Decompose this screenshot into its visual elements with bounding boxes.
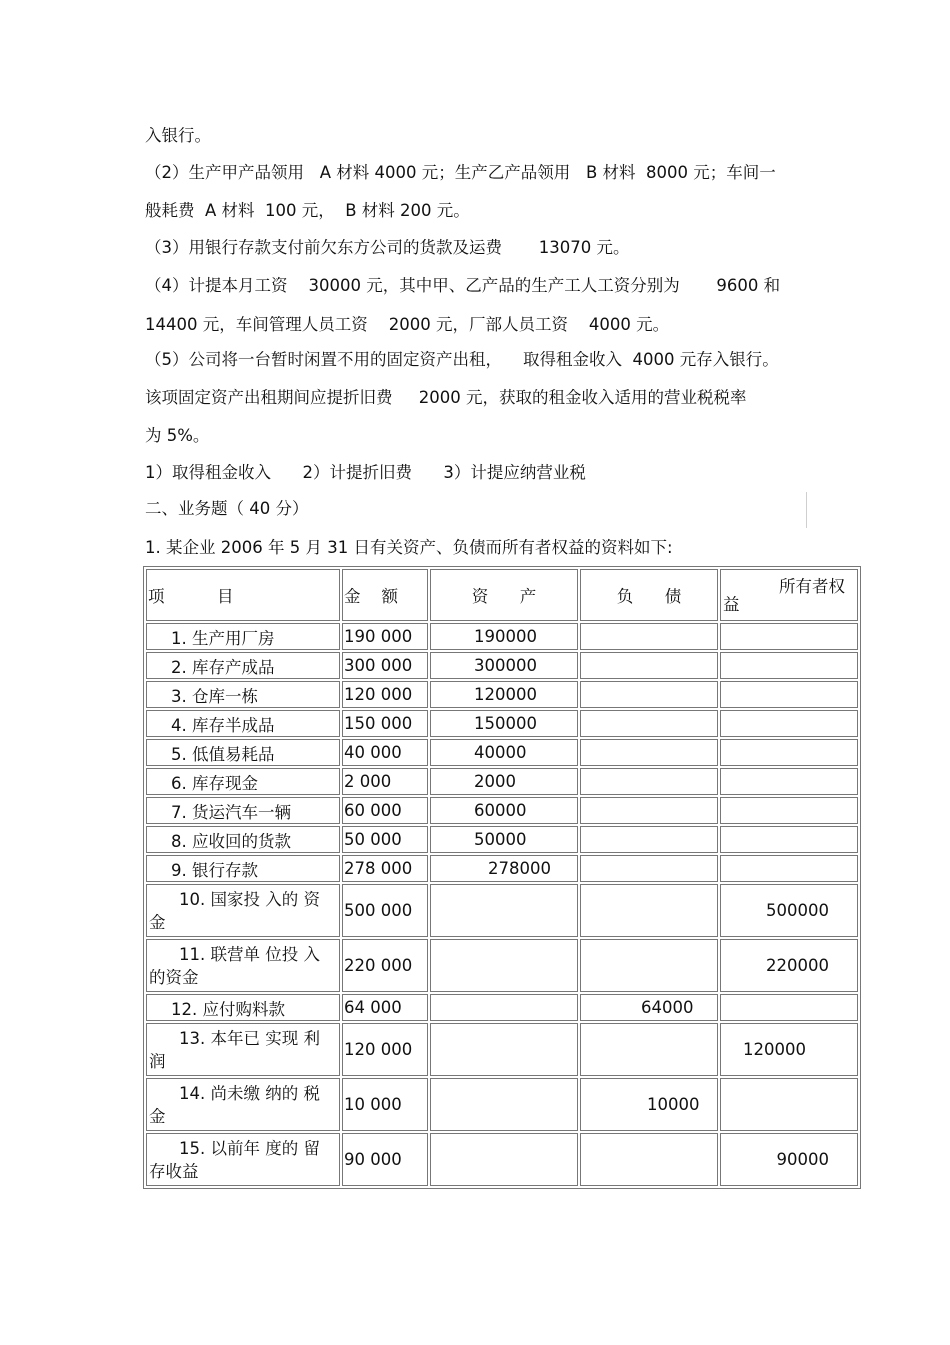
liability-cell xyxy=(580,826,718,853)
amount-cell: 50 000 xyxy=(342,826,428,853)
amount-cell: 120 000 xyxy=(342,681,428,708)
header-liability: 负 债 xyxy=(580,569,718,621)
liability-cell xyxy=(580,710,718,737)
table-row xyxy=(146,1023,858,1076)
equity-cell xyxy=(720,768,858,795)
paragraph-line: （4）计提本月工资 30000 元，其中甲、乙产品的生产工人工资分别为 9600 和 xyxy=(145,276,781,295)
item-cell: 8. 应收回的货款 xyxy=(146,826,340,853)
paragraph-line: 1）取得租金收入 2）计提折旧费 3）计提应纳营业税 xyxy=(145,463,586,482)
item-cell: 4. 库存半成品 xyxy=(146,710,340,737)
equity-cell xyxy=(720,1078,858,1131)
equity-cell xyxy=(720,797,858,824)
item-cell: 11. 联营单 位投 入 的资金 xyxy=(146,939,340,992)
paragraph-line: （2）生产甲产品领用 A 材料 4000 元；生产乙产品领用 B 材料 8000 元；车间一 xyxy=(145,163,776,182)
liability-cell xyxy=(580,797,718,824)
asset-cell: 190000 xyxy=(430,623,578,650)
liability-cell xyxy=(580,623,718,650)
item-cell: 7. 货运汽车一辆 xyxy=(146,797,340,824)
paragraph-line: 为 5%。 xyxy=(145,426,210,445)
asset-cell: 2000 xyxy=(430,768,578,795)
header-equity: 所有者权 益 xyxy=(720,569,858,621)
table-row xyxy=(146,710,858,737)
amount-cell: 120 000 xyxy=(342,1023,428,1076)
divider xyxy=(806,492,807,528)
table-caption: 1. 某企业 2006 年 5 月 31 日有关资产、负债而所有者权益的资料如下: xyxy=(145,538,673,557)
equity-cell xyxy=(720,826,858,853)
table-row xyxy=(146,994,858,1021)
item-cell: 13. 本年已 实现 利 润 xyxy=(146,1023,340,1076)
paragraph-line: 入银行。 xyxy=(145,126,211,145)
table-row xyxy=(146,939,858,992)
equity-cell xyxy=(720,855,858,882)
section-heading: 二、业务题（ 40 分） xyxy=(145,499,309,518)
table-row xyxy=(146,681,858,708)
equity-cell xyxy=(720,623,858,650)
table-row xyxy=(146,768,858,795)
table-row xyxy=(146,652,858,679)
equity-cell: 220000 xyxy=(720,939,858,992)
table-row xyxy=(146,1078,858,1131)
item-cell: 9. 银行存款 xyxy=(146,855,340,882)
equity-cell xyxy=(720,681,858,708)
liability-cell xyxy=(580,652,718,679)
asset-cell: 40000 xyxy=(430,739,578,766)
item-cell: 12. 应付购料款 xyxy=(146,994,340,1021)
asset-cell: 278000 xyxy=(430,855,578,882)
liability-cell xyxy=(580,884,718,937)
table-row xyxy=(146,855,858,882)
table-header-row xyxy=(146,569,858,621)
liability-cell xyxy=(580,939,718,992)
amount-cell: 150 000 xyxy=(342,710,428,737)
amount-cell: 2 000 xyxy=(342,768,428,795)
asset-cell xyxy=(430,884,578,937)
asset-cell: 150000 xyxy=(430,710,578,737)
equity-cell xyxy=(720,739,858,766)
equity-cell xyxy=(720,994,858,1021)
liability-cell xyxy=(580,1133,718,1186)
amount-cell: 190 000 xyxy=(342,623,428,650)
item-cell: 15. 以前年 度的 留 存收益 xyxy=(146,1133,340,1186)
liability-cell xyxy=(580,739,718,766)
paragraph-line: （5）公司将一台暂时闲置不用的固定资产出租， 取得租金收入 4000 元存入银行。 xyxy=(145,350,779,369)
asset-cell xyxy=(430,1078,578,1131)
header-asset: 资 产 xyxy=(430,569,578,621)
table-row xyxy=(146,826,858,853)
liability-cell xyxy=(580,855,718,882)
table-row xyxy=(146,1133,858,1186)
asset-cell: 60000 xyxy=(430,797,578,824)
header-amount: 金 额 xyxy=(342,569,428,621)
asset-cell xyxy=(430,939,578,992)
equity-cell xyxy=(720,652,858,679)
amount-cell: 60 000 xyxy=(342,797,428,824)
item-cell: 2. 库存产成品 xyxy=(146,652,340,679)
paragraph-line: 14400 元，车间管理人员工资 2000 元，厂部人员工资 4000 元。 xyxy=(145,315,670,334)
amount-cell: 40 000 xyxy=(342,739,428,766)
asset-cell xyxy=(430,994,578,1021)
liability-cell: 64000 xyxy=(580,994,718,1021)
amount-cell: 64 000 xyxy=(342,994,428,1021)
equity-cell: 500000 xyxy=(720,884,858,937)
asset-cell: 120000 xyxy=(430,681,578,708)
item-cell: 6. 库存现金 xyxy=(146,768,340,795)
table-row xyxy=(146,797,858,824)
amount-cell: 278 000 xyxy=(342,855,428,882)
item-cell: 10. 国家投 入的 资 金 xyxy=(146,884,340,937)
table-row xyxy=(146,739,858,766)
item-cell: 3. 仓库一栋 xyxy=(146,681,340,708)
table-row xyxy=(146,623,858,650)
liability-cell xyxy=(580,681,718,708)
liability-cell: 10000 xyxy=(580,1078,718,1131)
item-cell: 14. 尚未缴 纳的 税 金 xyxy=(146,1078,340,1131)
paragraph-line: （3）用银行存款支付前欠东方公司的货款及运费 13070 元。 xyxy=(145,238,630,257)
item-cell: 5. 低值易耗品 xyxy=(146,739,340,766)
asset-cell: 50000 xyxy=(430,826,578,853)
asset-cell: 300000 xyxy=(430,652,578,679)
amount-cell: 300 000 xyxy=(342,652,428,679)
paragraph-line: 该项固定资产出租期间应提折旧费 2000 元，获取的租金收入适用的营业税税率 xyxy=(145,388,747,407)
header-item: 项 目 xyxy=(146,569,340,621)
asset-cell xyxy=(430,1133,578,1186)
equity-cell xyxy=(720,710,858,737)
liability-cell xyxy=(580,768,718,795)
table-row xyxy=(146,884,858,937)
amount-cell: 500 000 xyxy=(342,884,428,937)
asset-cell xyxy=(430,1023,578,1076)
equity-cell: 120000 xyxy=(720,1023,858,1076)
liability-cell xyxy=(580,1023,718,1076)
paragraph-line: 般耗费 A 材料 100 元， B 材料 200 元。 xyxy=(145,201,470,220)
amount-cell: 220 000 xyxy=(342,939,428,992)
amount-cell: 90 000 xyxy=(342,1133,428,1186)
balance-table xyxy=(143,566,861,1189)
item-cell: 1. 生产用厂房 xyxy=(146,623,340,650)
amount-cell: 10 000 xyxy=(342,1078,428,1131)
equity-cell: 90000 xyxy=(720,1133,858,1186)
